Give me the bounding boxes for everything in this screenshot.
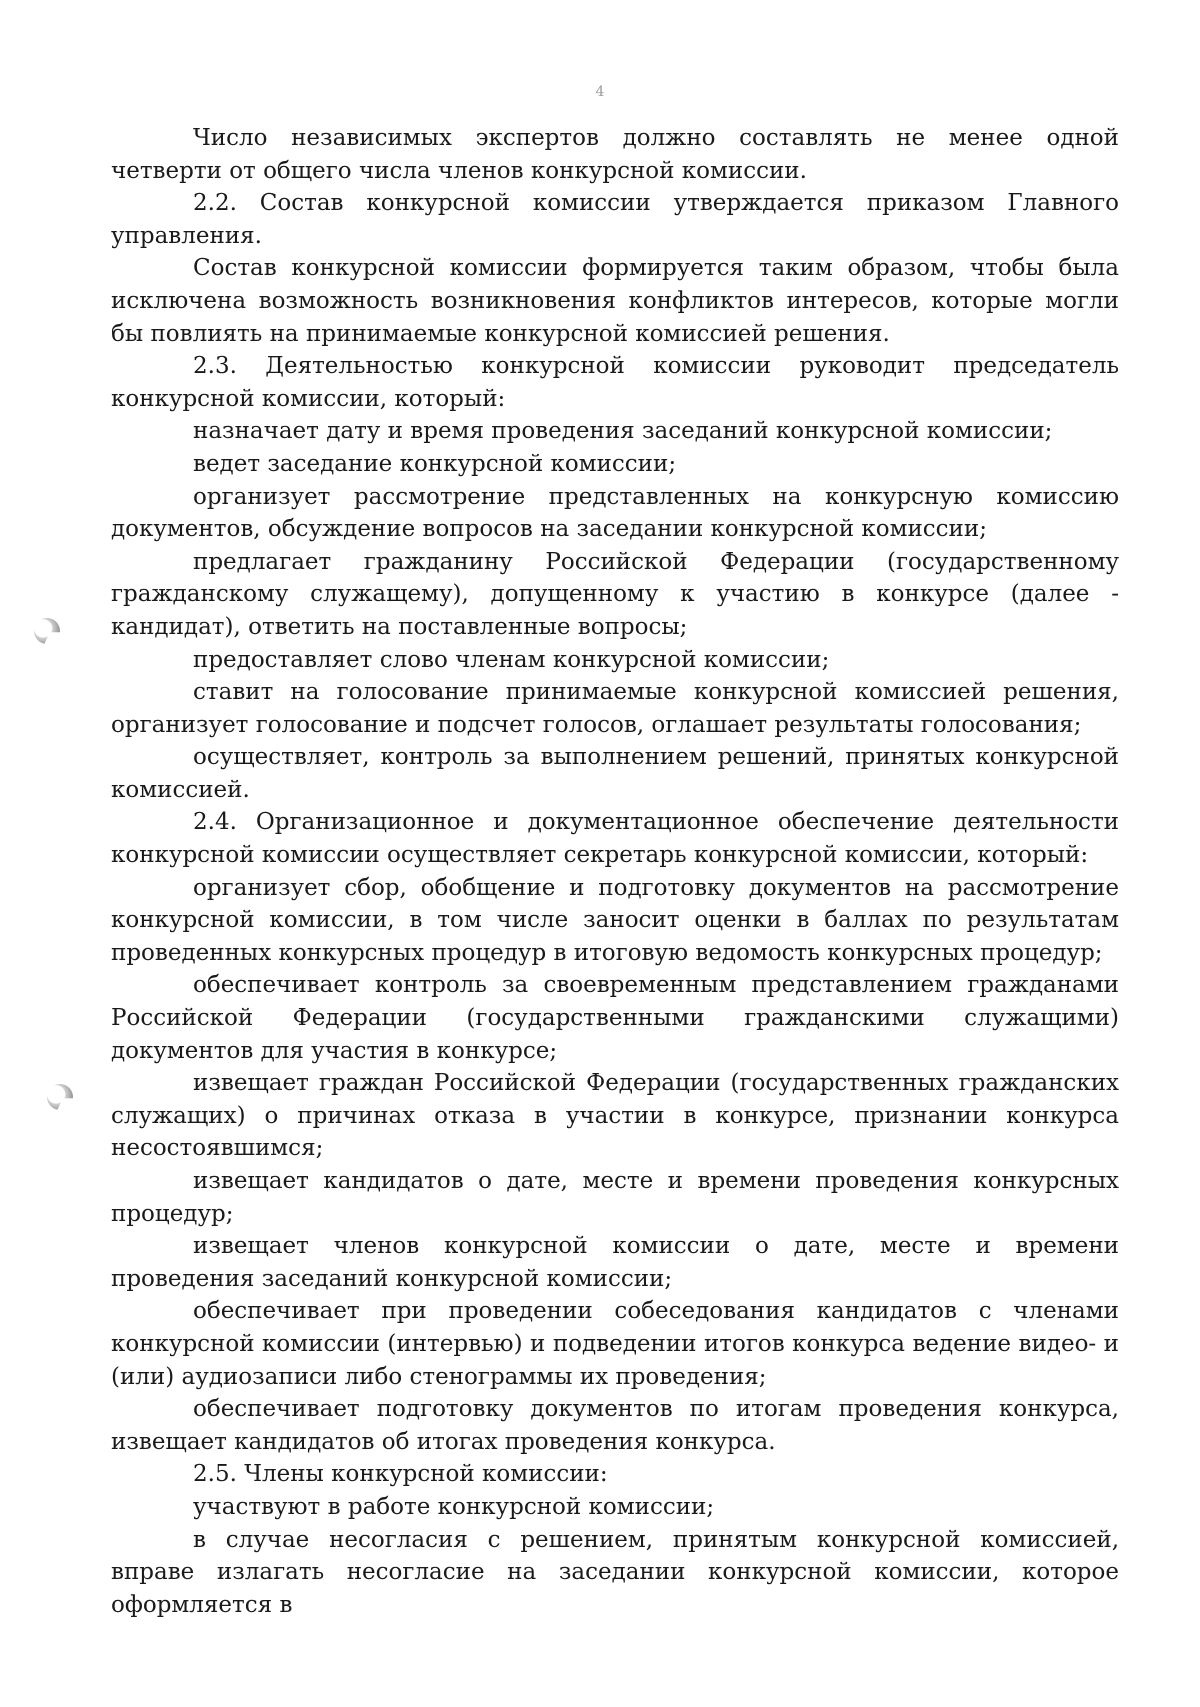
punch-hole-mark [47, 1084, 73, 1110]
paragraph: обеспечивает подготовку документов по итогам проведения конкурса, извещает кандидатов об итогах проведения конкурса. [111, 1396, 1119, 1455]
paragraph: ведет заседание конкурсной комиссии; [193, 450, 677, 477]
paragraph: Состав конкурсной комиссии формируется таким образом, чтобы была исключена возможность возникновения конфликтов интересов, которые могли бы повлиять на принимаемые конкурсной комиссией решения. [111, 255, 1119, 347]
paragraph: извещает кандидатов о дате, месте и времени проведения конкурсных процедур; [111, 1168, 1119, 1227]
paragraph: 2.4. Организационное и документационное обеспечение деятельности конкурсной комиссии осуществляет секретарь конкурсной комиссии, который: [111, 809, 1119, 869]
paragraph: обеспечивает контроль за своевременным представлением гражданами Российской Федерации (государственными гражданскими служащими) документов для участия в конкурсе; [111, 972, 1119, 1064]
paragraph: предоставляет слово членам конкурсной комиссии; [193, 646, 830, 673]
paragraph: участвуют в работе конкурсной комиссии; [193, 1493, 715, 1520]
paragraph: ставит на голосование принимаемые конкурсной комиссией решения, организует голосование и подсчет голосов, оглашает результаты голосования; [111, 679, 1119, 738]
paragraph: 2.5. Члены конкурсной комиссии: [193, 1461, 608, 1488]
paragraph: 2.3. Деятельностью конкурсной комиссии руководит председатель конкурсной комиссии, который: [111, 353, 1119, 412]
paragraph: организует рассмотрение представленных на конкурсную комиссию документов, обсуждение вопросов на заседании конкурсной комиссии; [111, 483, 1119, 543]
paragraph: в случае несогласия с решением, принятым конкурсной комиссией, вправе излагать несогласие на заседании конкурсной комиссии, которое оформляется в [111, 1526, 1119, 1618]
paragraph: предлагает гражданину Российской Федерации (государственному гражданскому служащему), допущенному к участию в конкурсе (далее - кандидат), ответить на поставленные вопросы; [111, 548, 1119, 640]
paragraph: Число независимых экспертов должно составлять не менее одной четверти от общего числа членов конкурсной комиссии. [111, 125, 1119, 184]
page-number: 4 [595, 84, 605, 100]
paragraph: извещает членов конкурсной комиссии о дате, месте и времени проведения заседаний конкурсной комиссии; [111, 1233, 1119, 1292]
punch-hole-mark [34, 618, 60, 644]
paragraph: обеспечивает при проведении собеседования кандидатов с членами конкурсной комиссии (интервью) и подведении итогов конкурса ведение видео- и (или) аудиозаписи либо стенограммы их проведения; [111, 1298, 1119, 1390]
document-body [111, 122, 1119, 1621]
paragraph: назначает дату и время проведения заседаний конкурсной комиссии; [193, 418, 1053, 445]
paragraph: извещает граждан Российской Федерации (государственных гражданских служащих) о причинах отказа в участии в конкурсе, признании конкурса несостоявшимся; [111, 1070, 1119, 1162]
paragraph: осуществляет, контроль за выполнением решений, принятых конкурсной комиссией. [111, 744, 1119, 803]
paragraph: организует сбор, обобщение и подготовку документов на рассмотрение конкурсной комиссии, в том числе заносит оценки в баллах по результатам проведенных конкурсных процедур в итоговую ведомость конкурсных процедур; [111, 874, 1119, 966]
paragraph: 2.2. Состав конкурсной комиссии утверждается приказом Главного управления. [111, 190, 1119, 249]
